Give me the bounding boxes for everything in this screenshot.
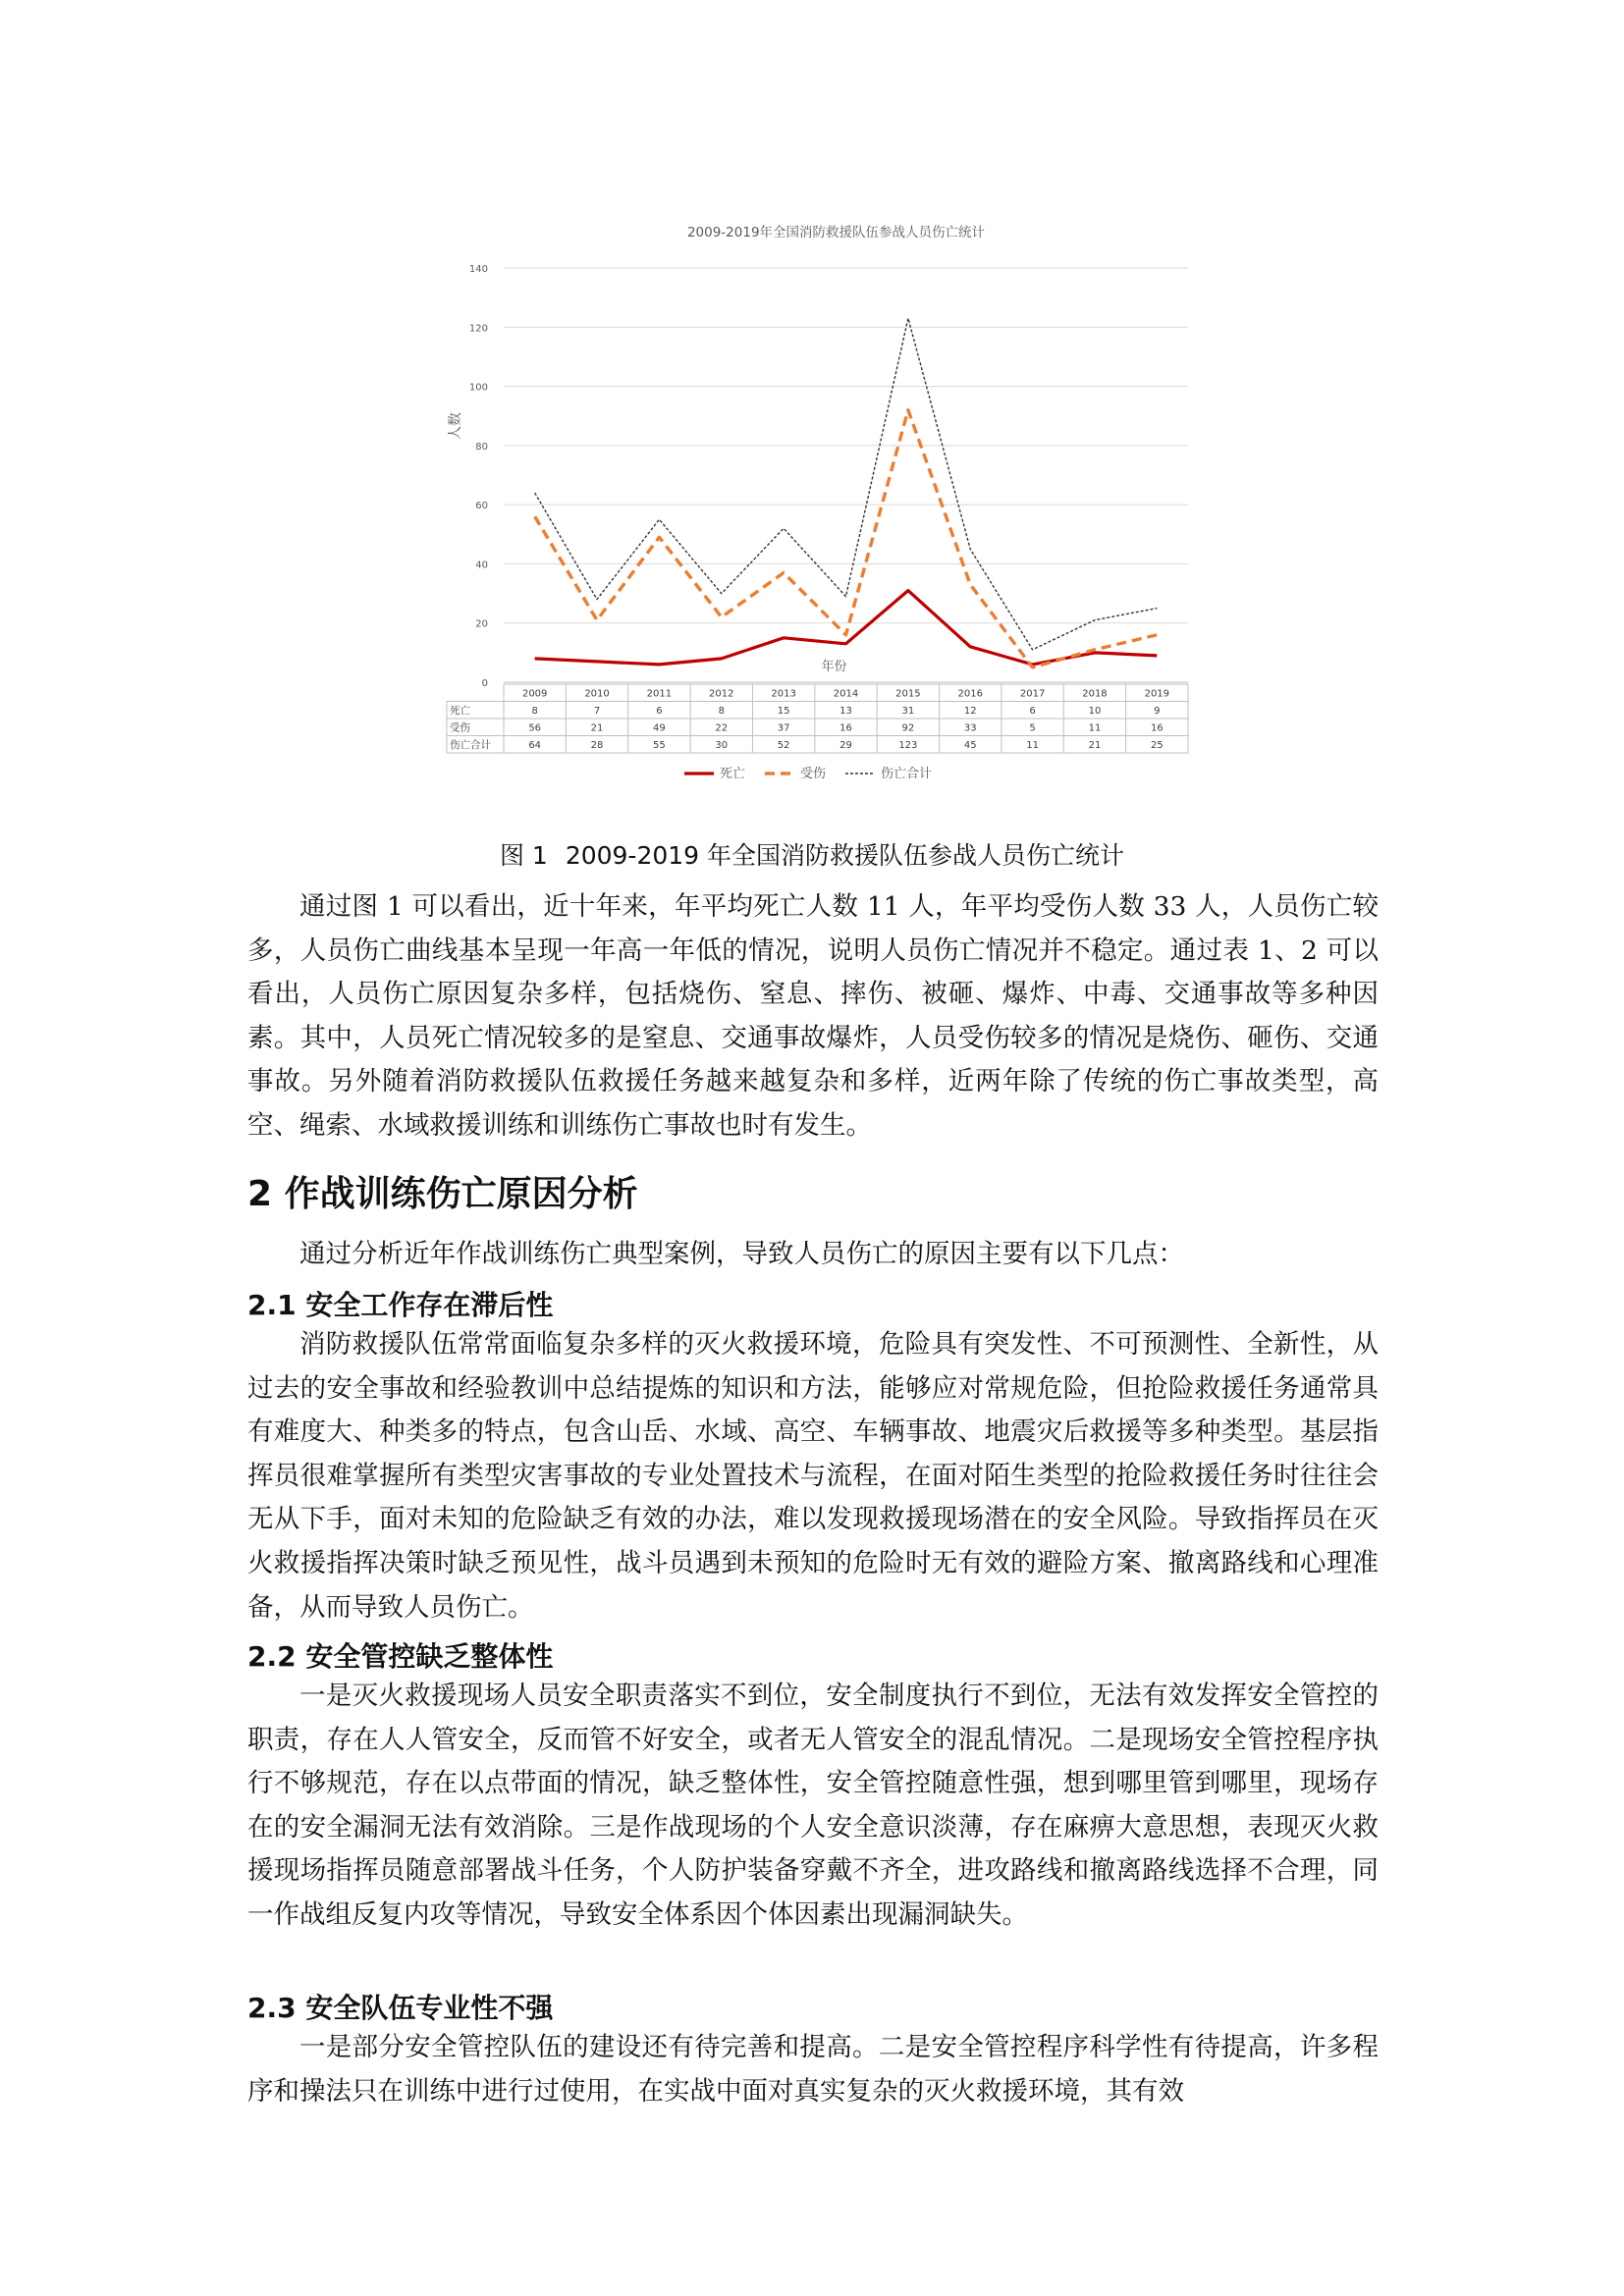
data-label: 7 <box>593 706 601 717</box>
intro-section <box>247 885 1379 1148</box>
data-label: 16 <box>839 722 852 734</box>
data-label: 9 <box>1154 706 1161 717</box>
data-label: 11 <box>1026 740 1039 751</box>
data-label: 33 <box>963 722 977 734</box>
series-line-1 <box>535 591 1158 665</box>
x-tick-label: 2011 <box>646 688 673 700</box>
chart-title: 2009-2019年全国消防救援队伍参战人员伤亡统计 <box>686 225 986 240</box>
figure-number: 图 1 <box>499 841 548 870</box>
y-tick-label: 60 <box>475 501 488 512</box>
chart-canvas <box>442 211 1208 815</box>
y-axis-label: 人数 <box>448 412 463 440</box>
data-label: 37 <box>777 722 790 734</box>
x-tick-label: 2013 <box>771 688 796 700</box>
legend-label: 伤亡合计 <box>881 767 933 781</box>
x-tick-label: 2012 <box>709 688 734 700</box>
data-label: 12 <box>963 706 977 717</box>
data-label: 8 <box>718 706 725 717</box>
section-2-3 <box>247 2026 1379 2113</box>
x-tick-label: 2017 <box>1019 688 1046 700</box>
data-label: 21 <box>1088 740 1102 751</box>
x-tick-label: 2010 <box>584 688 610 700</box>
x-tick-label: 2015 <box>895 688 921 700</box>
table-row-label: 死亡 <box>450 705 470 717</box>
y-tick-label: 20 <box>475 618 488 630</box>
section-2-2-heading: 2.2 安全管控缺乏整体性 <box>247 1640 554 1673</box>
x-tick-label: 2018 <box>1082 688 1108 700</box>
data-label: 52 <box>777 740 790 751</box>
figure-caption <box>0 836 1624 872</box>
data-label: 29 <box>839 740 852 751</box>
x-tick-label: 2019 <box>1144 688 1170 700</box>
data-label: 25 <box>1150 740 1164 751</box>
data-label: 6 <box>1029 706 1036 717</box>
data-label: 10 <box>1088 706 1102 717</box>
section-2-2-paragraph: 一是灭火救援现场人员安全职责落实不到位，安全制度执行不到位，无法有效发挥安全管控的职责，存在人人管安全，反而管不好安全，或者无人管安全的混乱情况。二是现场安全管控程序执行不够规范，存在以点带面的情况，缺乏整体性，安全管控随意性强，想到哪里管到哪里，现场存在的安全漏洞无法有效消除。三是作战现场的个人安全意识淡薄，存在麻痹大意思想，表现灭火救援现场指挥员随意部署战斗任务，个人防护装备穿戴不齐全，进攻路线和撤离路线选择不合理，同一作战组反复内攻等情况，导致安全体系因个体因素出现漏洞缺失。 <box>247 1681 1379 1930</box>
legend-label: 受伤 <box>800 767 827 781</box>
data-label: 15 <box>777 706 790 717</box>
section-2-2 <box>247 1675 1379 1938</box>
data-label: 28 <box>590 740 604 751</box>
data-label: 92 <box>901 722 915 734</box>
data-label: 31 <box>901 706 915 717</box>
section-2-3-heading: 2.3 安全队伍专业性不强 <box>247 1992 554 2024</box>
data-label: 30 <box>715 740 729 751</box>
section-2-1-heading: 2.1 安全工作存在滞后性 <box>247 1289 554 1321</box>
data-label: 8 <box>531 706 538 717</box>
figure-caption-text: 2009-2019 年全国消防救援队伍参战人员伤亡统计 <box>565 841 1125 870</box>
y-tick-label: 140 <box>468 264 488 275</box>
table-row-label: 受伤 <box>450 721 470 734</box>
data-label: 21 <box>590 722 604 734</box>
data-label: 13 <box>839 706 852 717</box>
series-line-2 <box>535 410 1158 667</box>
y-tick-label: 0 <box>481 678 488 689</box>
data-label: 123 <box>898 740 918 751</box>
y-tick-label: 120 <box>468 323 488 335</box>
series-line-3 <box>535 318 1158 650</box>
x-tick-label: 2009 <box>521 688 548 700</box>
section-2-3-paragraph: 一是部分安全管控队伍的建设还有待完善和提高。二是安全管控程序科学性有待提高，许多程序和操法只在训练中进行过使用，在实战中面对真实复杂的灭火救援环境，其有效 <box>247 2032 1379 2107</box>
data-label: 11 <box>1088 722 1102 734</box>
data-label: 49 <box>653 722 666 734</box>
data-label: 22 <box>715 722 729 734</box>
x-tick-label: 2014 <box>833 688 859 700</box>
legend-label: 死亡 <box>720 767 746 781</box>
y-tick-label: 40 <box>475 560 488 571</box>
data-label: 56 <box>528 722 542 734</box>
x-tick-label: 2016 <box>957 688 983 700</box>
casualty-line-chart <box>442 211 1208 815</box>
section-2-1-paragraph: 消防救援队伍常常面临复杂多样的灭火救援环境，危险具有突发性、不可预测性、全新性，从过去的安全事故和经验教训中总结提炼的知识和方法，能够应对常规危险，但抢险救援任务通常具有难度大、种类多的特点，包含山岳、水域、高空、车辆事故、地震灾后救援等多种类型。基层指挥员很难掌握所有类型灾害事故的专业处置技术与流程，在面对陌生类型的抢险救援任务时往往会无从下手，面对未知的危险缺乏有效的办法，难以发现救援现场潜在的安全风险。导致指挥员在灭火救援指挥决策时缺乏预见性，战斗员遇到未预知的危险时无有效的避险方案、撤离路线和心理准备，从而导致人员伤亡。 <box>247 1329 1379 1623</box>
table-row-label: 伤亡合计 <box>450 739 491 751</box>
data-label: 55 <box>653 740 666 751</box>
data-label: 16 <box>1150 722 1164 734</box>
section-2-1 <box>247 1323 1379 1629</box>
data-label: 5 <box>1029 722 1036 734</box>
section-2-intro-paragraph: 通过分析近年作战训练伤亡典型案例，导致人员伤亡的原因主要有以下几点： <box>299 1239 1184 1269</box>
y-tick-label: 100 <box>468 382 488 394</box>
y-tick-label: 80 <box>475 441 488 453</box>
x-axis-label: 年份 <box>821 660 847 674</box>
data-label: 6 <box>656 706 663 717</box>
data-label: 64 <box>528 740 542 751</box>
data-label: 45 <box>963 740 977 751</box>
section-2-heading: 2 作战训练伤亡原因分析 <box>247 1174 638 1214</box>
section-2-intro <box>247 1233 1379 1277</box>
intro-paragraph: 通过图 1 可以看出，近十年来，年平均死亡人数 11 人，年平均受伤人数 33 人，人员伤亡较多，人员伤亡曲线基本呈现一年高一年低的情况，说明人员伤亡情况并不稳定。通过表 1、2 可以看出，人员伤亡原因复杂多样，包括烧伤、窒息、摔伤、被砸、爆炸、中毒、交通事故等多种因素。其中，人员死亡情况较多的是窒息、交通事故爆炸，人员受伤较多的情况是烧伤、砸伤、交通事故。另外随着消防救援队伍救援任务越来越复杂和多样，近两年除了传统的伤亡事故类型，高空、绳索、水域救援训练和训练伤亡事故也时有发生。 <box>247 891 1379 1141</box>
